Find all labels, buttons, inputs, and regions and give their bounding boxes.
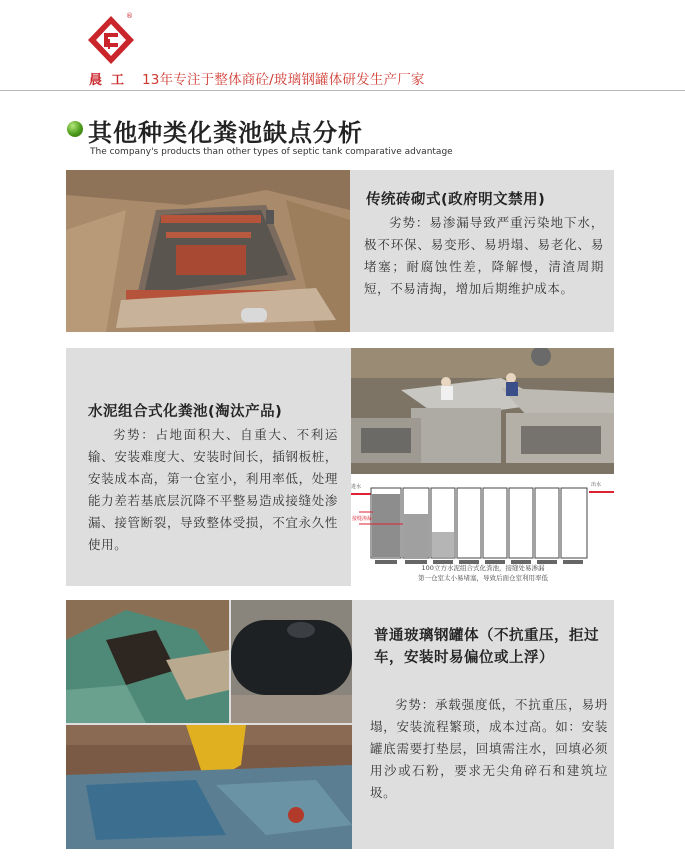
green-bullet-icon: [67, 121, 83, 137]
diagram-caption-line2: 第一仓室太小易堵塞，导致后面仓室利用率低: [418, 574, 548, 582]
damaged-tank-photo: [66, 600, 229, 723]
item-title-concrete: 水泥组合式化粪池(淘汰产品): [88, 404, 283, 420]
inlet-label: 进水: [351, 484, 362, 490]
section-title: 其他种类化粪池缺点分析: [88, 119, 363, 147]
header-slogan: 13年专注于整体商砼/玻璃钢罐体研发生产厂家: [142, 72, 425, 88]
leak-label: 接缝渗漏: [352, 516, 373, 522]
brand-name: 晨工: [89, 73, 134, 88]
item-title-frp: 普通玻璃钢罐体（不抗重压，拒过车，安装时易偏位或上浮）: [374, 628, 599, 666]
item-body-brick: 劣势：易渗漏导致严重污染地下水，极不环保、易变形、易坍塌、易老化、易堵塞；耐腐蚀性差，降解慢，清渣周期短，不易清掏，增加后期维护成本。: [364, 215, 604, 296]
item-body-concrete: 劣势：占地面积大、自重大、不利运输、安装难度大、安装时间长，插钢板桩，安装成本高，第一仓室小，利用率低，处理能力差若基底层沉降不平整易造成接缝处渗漏、接管断裂，导致整体受损，不宜永久性使用。: [88, 427, 338, 552]
concrete-tank-photo: [351, 348, 614, 474]
brick-tank-photo: [66, 170, 350, 332]
excavation-photo: [66, 725, 352, 849]
diagram-caption-line1: 100立方水泥组合式化粪池，接缝处易渗漏: [421, 564, 545, 572]
section-subtitle: The company's products than other types of septic tank comparative advantage: [90, 147, 453, 157]
black-tank-photo: [231, 600, 352, 723]
outlet-label: 出水: [591, 482, 602, 488]
registered-mark: ®: [126, 12, 133, 20]
item-title-brick: 传统砖砌式(政府明文禁用): [366, 192, 546, 208]
header-divider: [0, 90, 685, 91]
item-body-frp: 劣势：承载强度低，不抗重压，易坍塌，安装流程繁琐，成本过高。如：安装罐底需要打垫层，回填需注水，回填必须用沙或石粉，要求无尖角碎石和建筑垃圾。: [370, 697, 608, 800]
